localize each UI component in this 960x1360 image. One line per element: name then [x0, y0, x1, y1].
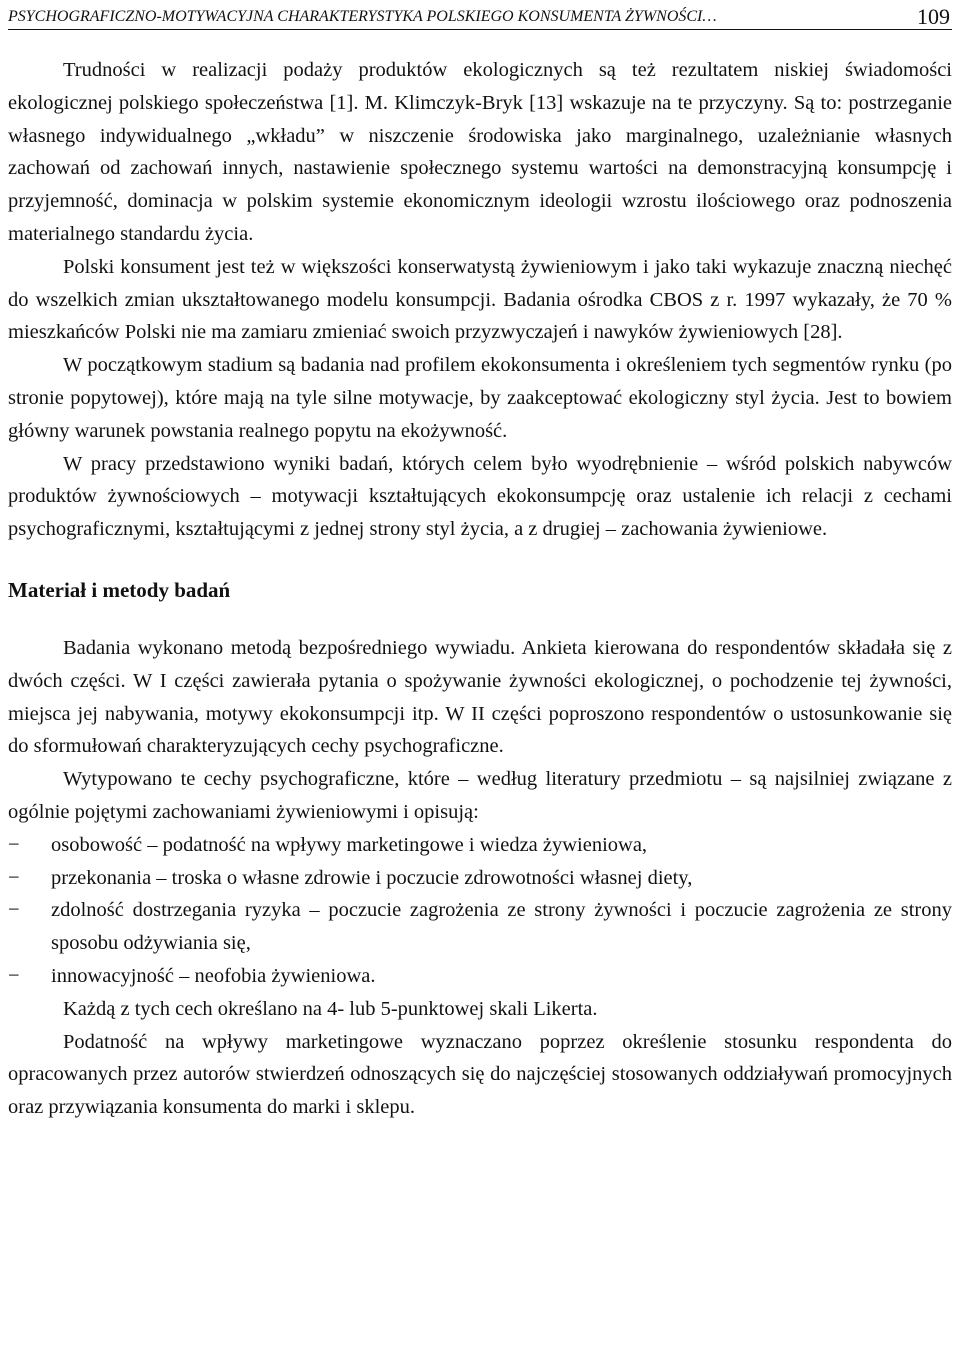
- list-dash: −: [8, 899, 20, 922]
- section-heading: Materiał i metody badań: [8, 577, 231, 602]
- list-item: [8, 829, 952, 862]
- list-item-text: innowacyjność – neofobia żywieniowa.: [51, 964, 376, 987]
- paragraph-methods-1: Badania wykonano metodą bezpośredniego wywiadu. Ankieta kierowana do respondentów składała się z dwóch części. W I części zawierała pytania o spożywanie żywności ekologicznej, o pochodzenie tej żywności, miejsca jej nabywania, motywy ekokonsumpcji itp. W II części poproszono respondentów o ustosunkowanie się do sformułowań charakteryzujących cechy psychograficzne.: [8, 636, 952, 758]
- list-item-text: osobowość – podatność na wpływy marketingowe i wiedza żywieniowa,: [51, 833, 648, 856]
- list-dash: −: [8, 833, 20, 856]
- paragraph-intro-2: Polski konsument jest też w większości konserwatystą żywieniowym i jako taki wykazuje znaczną niechęć do wszelkich zmian ukształtowanego modelu konsumpcji. Badania ośrodka CBOS z r. 1997 wykazały, że 70 % mieszkańców Polski nie ma zamiaru zmieniać swoich przyzwyczajeń i nawyków żywieniowych [28].: [8, 255, 952, 344]
- running-title: PSYCHOGRAFICZNO-MOTYWACYJNA CHARAKTERYSTYKA POLSKIEGO KONSUMENTA ŻYWNOŚCI…: [8, 8, 717, 25]
- list-item-text: zdolność dostrzegania ryzyka – poczucie zagrożenia ze strony żywności i poczucie zagrożenia ze strony sposobu odżywiania się,: [51, 899, 952, 955]
- paragraph-intro-4: W pracy przedstawiono wyniki badań, których celem było wyodrębnienie – wśród polskich nabywców produktów żywnościowych – motywacji kształtujących ekokonsumpcję oraz ustalenie ich relacji z cechami psychograficznymi, kształtującymi z jednej strony styl życia, a z drugiej – zachowania żywieniowe.: [8, 452, 952, 541]
- list-dash: −: [8, 866, 20, 889]
- list-dash: −: [8, 964, 20, 987]
- document-page: [8, 0, 952, 1360]
- paragraph-methods-2: Wytypowano te cechy psychograficzne, które – według literatury przedmiotu – są najsilniej związane z ogólnie pojętymi zachowaniami żywieniowymi i opisują:: [8, 768, 952, 823]
- trait-list: [8, 829, 952, 993]
- list-item: [8, 862, 952, 895]
- article-body: [8, 54, 952, 1124]
- running-header: [8, 0, 952, 30]
- paragraph-closing-2: Podatność na wpływy marketingowe wyznaczano poprzez określenie stosunku respondenta do opracowanych przez autorów stwierdzeń odnoszących się do najczęściej stosowanych oddziaływań promocyjnych oraz przywiązania konsumenta do marki i sklepu.: [8, 1030, 952, 1119]
- list-item: [8, 960, 952, 993]
- page-number: 109: [917, 4, 950, 29]
- list-item-text: przekonania – troska o własne zdrowie i poczucie zdrowotności własnej diety,: [51, 866, 693, 889]
- paragraph-intro-1: Trudności w realizacji podaży produktów ekologicznych są też rezultatem niskiej świadomości ekologicznej polskiego społeczeństwa [1]. M. Klimczyk-Bryk [13] wskazuje na te przyczyny. Są to: postrzeganie własnego indywidualnego „wkładu” w niszczenie środowiska jako marginalnego, uzależnianie własnych zachowań od zachowań innych, nastawienie społecznego systemu wartości na demonstracyjną konsumpcję i przyjemność, dominacja w polskim systemie ekonomicznym ideologii wzrostu ilościowego oraz podnoszenia materialnego standardu życia.: [8, 59, 952, 245]
- list-item: [8, 894, 952, 960]
- paragraph-closing-1: Każdą z tych cech określano na 4- lub 5-punktowej skali Likerta.: [63, 997, 598, 1020]
- paragraph-intro-3: W początkowym stadium są badania nad profilem ekokonsumenta i określeniem tych segmentów rynku (po stronie popytowej), które mają na tyle silne motywacje, by zaakceptować ekologiczny styl życia. Jest to bowiem główny warunek powstania realnego popytu na ekożywność.: [8, 354, 952, 442]
